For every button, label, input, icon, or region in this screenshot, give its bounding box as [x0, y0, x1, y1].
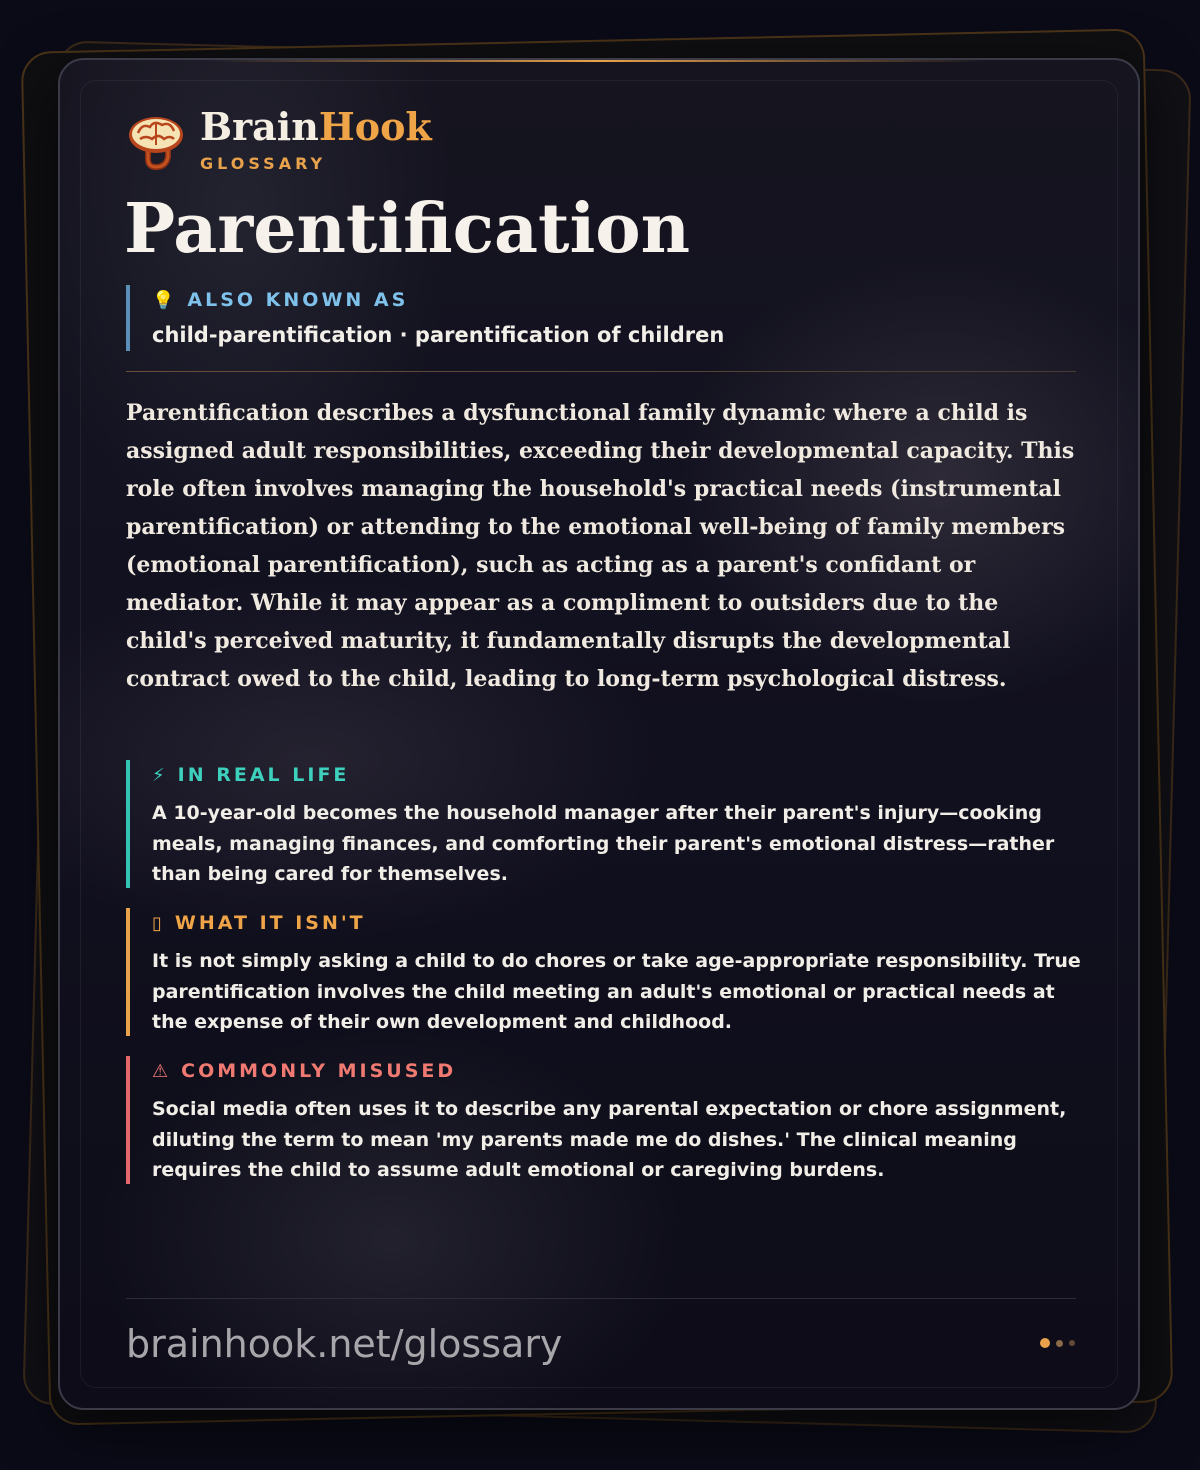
warning-icon: ⚠ [152, 1060, 172, 1082]
section-heading-label: IN REAL LIFE [177, 764, 350, 786]
section-heading [152, 760, 1086, 786]
brand-subtitle: GLOSSARY [200, 154, 327, 173]
pagination-dots [1040, 1338, 1081, 1348]
lightning-icon: ⚡ [152, 764, 168, 786]
section-heading [152, 908, 1086, 934]
lightbulb-icon: 💡 [152, 289, 178, 311]
glossary-card [58, 58, 1140, 1410]
brain-hook-logo-icon [126, 111, 186, 171]
dot-active [1040, 1338, 1050, 1348]
section-body: It is not simply asking a child to do chores or take age-appropriate responsibility. True parentification involves the child meeting an adult's emotional or practical needs at the expense of their own development and childhood. [152, 950, 1081, 1033]
section-heading-label: COMMONLY MISUSED [181, 1060, 457, 1082]
section-commonly-misused [126, 1056, 1086, 1184]
header-divider [126, 371, 1076, 372]
footer-url-link[interactable]: brainhook.net/glossary [126, 1322, 563, 1366]
also-known-as-block [126, 285, 1076, 351]
brand-header [126, 104, 432, 173]
also-known-as-terms: child-parentification · parentification of children [152, 323, 725, 347]
section-in-real-life [126, 760, 1086, 888]
section-body: A 10-year-old becomes the household manager after their parent's injury—cooking meals, managing finances, and comforting their parent's emotional distress—rather than being cared for themselves. [152, 802, 1055, 885]
missing-glyph-icon: ▯ [152, 912, 165, 934]
also-known-as-heading [152, 285, 1076, 311]
footer-divider [126, 1298, 1076, 1299]
section-what-it-isnt [126, 908, 1086, 1036]
brand-name-hook: Hook [318, 104, 432, 149]
brand-text [200, 104, 432, 173]
dot [1056, 1340, 1063, 1347]
term-title: Parentification [124, 189, 691, 269]
also-known-as-label: ALSO KNOWN AS [187, 289, 409, 311]
section-heading-label: WHAT IT ISN'T [174, 912, 366, 934]
top-accent-line [210, 60, 988, 62]
section-body: Social media often uses it to describe any parental expectation or chore assignment, diluting the term to mean 'my parents made me do dishes.' The clinical meaning requires the child to assume adult emotional or caregiving burdens. [152, 1098, 1067, 1181]
section-heading [152, 1056, 1086, 1082]
brand-name-brain: Brain [200, 104, 319, 149]
brand-name [200, 104, 432, 149]
definition-text: Parentification describes a dysfunctional family dynamic where a child is assigned adult responsibilities, exceeding their developmental capacity. This role often involves managing the household's practical needs (instrumental parentification) or attending to the emotional well-being of family members (emotional parentification), such as acting as a parent's confidant or mediator. While it may appear as a compliment to outsiders due to the child's perceived maturity, it fundamentally disrupts the developmental contract owed to the child, leading to long-term psychological distress. [126, 400, 1075, 692]
dot [1069, 1340, 1075, 1346]
